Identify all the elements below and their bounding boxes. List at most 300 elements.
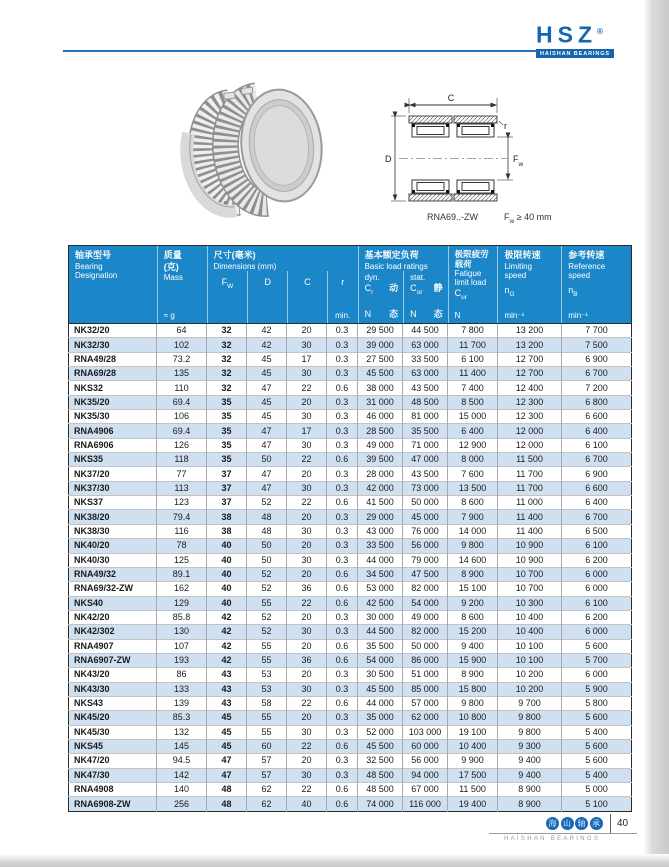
cell-c: 30 — [287, 367, 327, 381]
cell-cor: 57 000 — [403, 696, 448, 710]
cell-mass: 86 — [157, 668, 207, 682]
cell-cr: 27 500 — [358, 352, 403, 366]
cell-nb: 6 700 — [562, 367, 632, 381]
cell-mass: 145 — [157, 739, 207, 753]
cell-cur: 15 900 — [448, 653, 498, 667]
cell-r: 0.6 — [327, 639, 358, 653]
cell-cr: 49 000 — [358, 438, 403, 452]
cell-ng: 13 200 — [498, 338, 562, 352]
cell-c: 20 — [287, 324, 327, 338]
cell-cor: 33 500 — [403, 352, 448, 366]
cell-r: 0.3 — [327, 424, 358, 438]
cell-ng: 10 100 — [498, 653, 562, 667]
cell-c: 22 — [287, 453, 327, 467]
col-header-load-ratings: 基本额定负荷 Basic load ratings dyn. $C_r$ 动 N 态 stat. $C_{or}$ 静 N 态 — [358, 246, 448, 323]
cell-c: 20 — [287, 467, 327, 481]
cell-fw: 38 — [207, 524, 247, 538]
cell-cor: 86 000 — [403, 653, 448, 667]
cell-cr: 45 500 — [358, 739, 403, 753]
cell-c: 22 — [287, 496, 327, 510]
cell-c: 30 — [287, 725, 327, 739]
cell-ng: 12 000 — [498, 438, 562, 452]
cell-ng: 10 200 — [498, 668, 562, 682]
cell-d: 52 — [247, 496, 287, 510]
table-row — [69, 610, 632, 624]
cell-nb: 6 400 — [562, 424, 632, 438]
cell-r: 0.3 — [327, 338, 358, 352]
table-row — [69, 783, 632, 797]
cell-cr: 48 500 — [358, 783, 403, 797]
cell-nb: 6 600 — [562, 481, 632, 495]
cell-mass: 129 — [157, 596, 207, 610]
cell-cr: 28 500 — [358, 424, 403, 438]
table-row — [69, 410, 632, 424]
cell-fw: 37 — [207, 467, 247, 481]
cell-cr: 30 000 — [358, 610, 403, 624]
cell-mass: 69.4 — [157, 424, 207, 438]
cell-cur: 6 100 — [448, 352, 498, 366]
cell-cur: 8 000 — [448, 453, 498, 467]
caption-model: RNA69..-ZW — [427, 212, 479, 222]
section-diagram — [385, 93, 535, 207]
table-row — [69, 754, 632, 768]
cell-cur: 9 200 — [448, 596, 498, 610]
cell-c: 20 — [287, 395, 327, 409]
cell-designation: NK32/30 — [69, 338, 157, 352]
cell-ng: 10 200 — [498, 682, 562, 696]
cell-mass: 139 — [157, 696, 207, 710]
cell-c: 30 — [287, 625, 327, 639]
cell-ng: 10 400 — [498, 610, 562, 624]
cell-d: 50 — [247, 553, 287, 567]
cell-fw: 37 — [207, 496, 247, 510]
footer-logo-char: 海 — [546, 817, 559, 830]
cell-cr: 32 500 — [358, 754, 403, 768]
table-row — [69, 711, 632, 725]
cell-mass: 106 — [157, 410, 207, 424]
cell-c: 20 — [287, 639, 327, 653]
brand-logo — [536, 20, 616, 58]
cell-cur: 8 600 — [448, 496, 498, 510]
cell-cur: 9 400 — [448, 639, 498, 653]
cell-fw: 32 — [207, 381, 247, 395]
cell-cur: 19 100 — [448, 725, 498, 739]
cell-r: 0.3 — [327, 352, 358, 366]
cell-mass: 162 — [157, 582, 207, 596]
cell-fw: 38 — [207, 510, 247, 524]
dim-label-d: D — [385, 154, 392, 164]
cell-designation: NKS32 — [69, 381, 157, 395]
cell-d: 62 — [247, 797, 287, 811]
cell-nb: 6 400 — [562, 496, 632, 510]
cell-designation: NKS35 — [69, 453, 157, 467]
cell-mass: 123 — [157, 496, 207, 510]
cell-r: 0.3 — [327, 754, 358, 768]
cell-r: 0.3 — [327, 610, 358, 624]
cell-nb: 5 400 — [562, 725, 632, 739]
cell-mass: 94.5 — [157, 754, 207, 768]
cell-mass: 113 — [157, 481, 207, 495]
cell-nb: 6 000 — [562, 668, 632, 682]
cell-cor: 48 500 — [403, 395, 448, 409]
figure-caption — [427, 212, 552, 225]
cell-ng: 13 200 — [498, 324, 562, 338]
cell-mass: 78 — [157, 539, 207, 553]
cell-designation: NK35/20 — [69, 395, 157, 409]
cell-cur: 15 200 — [448, 625, 498, 639]
cell-c: 30 — [287, 553, 327, 567]
cell-cr: 48 500 — [358, 768, 403, 782]
table-row — [69, 596, 632, 610]
cell-cur: 17 500 — [448, 768, 498, 782]
dim-label-r: r — [504, 121, 507, 131]
cell-nb: 5 900 — [562, 682, 632, 696]
cell-c: 20 — [287, 711, 327, 725]
cell-r: 0.3 — [327, 553, 358, 567]
cell-c: 20 — [287, 510, 327, 524]
cell-ng: 9 800 — [498, 725, 562, 739]
footer-logo-char: 轴 — [575, 817, 588, 830]
cell-cor: 50 000 — [403, 639, 448, 653]
cell-cr: 30 500 — [358, 668, 403, 682]
cell-fw: 47 — [207, 768, 247, 782]
cell-cr: 38 000 — [358, 381, 403, 395]
col-header-r: r min. — [327, 271, 358, 323]
cell-r: 0.3 — [327, 510, 358, 524]
cell-cor: 85 000 — [403, 682, 448, 696]
cell-nb: 5 600 — [562, 639, 632, 653]
cell-mass: 140 — [157, 783, 207, 797]
cell-c: 20 — [287, 754, 327, 768]
footer-logo — [546, 817, 603, 830]
cell-fw: 42 — [207, 625, 247, 639]
cell-fw: 42 — [207, 653, 247, 667]
cell-d: 47 — [247, 481, 287, 495]
cell-nb: 5 600 — [562, 711, 632, 725]
cell-fw: 43 — [207, 682, 247, 696]
cell-designation: NK37/20 — [69, 467, 157, 481]
cell-cr: 42 500 — [358, 596, 403, 610]
cell-r: 0.3 — [327, 410, 358, 424]
cell-c: 36 — [287, 582, 327, 596]
scan-edge-bottom — [0, 854, 669, 867]
cell-designation: RNA4908 — [69, 783, 157, 797]
cell-cor: 82 000 — [403, 582, 448, 596]
table-header — [69, 246, 631, 323]
cell-nb: 7 500 — [562, 338, 632, 352]
cell-c: 22 — [287, 596, 327, 610]
cell-ng: 10 400 — [498, 625, 562, 639]
table-row — [69, 725, 632, 739]
cell-mass: 118 — [157, 453, 207, 467]
table-row — [69, 424, 632, 438]
cell-designation: RNA4906 — [69, 424, 157, 438]
cell-ng: 12 700 — [498, 367, 562, 381]
cell-cor: 56 000 — [403, 754, 448, 768]
cell-ng: 10 900 — [498, 553, 562, 567]
cell-cur: 8 900 — [448, 567, 498, 581]
cell-ng: 10 100 — [498, 639, 562, 653]
cell-d: 47 — [247, 424, 287, 438]
cell-c: 30 — [287, 481, 327, 495]
table-row — [69, 338, 632, 352]
cell-fw: 40 — [207, 539, 247, 553]
cell-c: 20 — [287, 668, 327, 682]
cell-fw: 43 — [207, 668, 247, 682]
cell-mass: 73.2 — [157, 352, 207, 366]
cell-r: 0.6 — [327, 381, 358, 395]
cell-ng: 10 700 — [498, 567, 562, 581]
cell-ng: 8 900 — [498, 783, 562, 797]
cell-cr: 33 500 — [358, 539, 403, 553]
cell-cr: 43 000 — [358, 524, 403, 538]
cell-d: 48 — [247, 510, 287, 524]
table-row — [69, 768, 632, 782]
cell-cor: 79 000 — [403, 553, 448, 567]
cell-mass: 64 — [157, 324, 207, 338]
col-header-dimensions: 尺寸(毫米) Dimensions (mm) $F_W$ D C r min. — [207, 246, 358, 323]
cell-nb: 7 700 — [562, 324, 632, 338]
cell-cr: 39 500 — [358, 453, 403, 467]
cell-fw: 32 — [207, 338, 247, 352]
table-header-band — [69, 246, 632, 324]
cell-cr: 31 000 — [358, 395, 403, 409]
footer-logo-char: 山 — [561, 817, 574, 830]
cell-c: 30 — [287, 768, 327, 782]
col-header-c: C — [287, 271, 327, 323]
cell-c: 17 — [287, 352, 327, 366]
cell-r: 0.6 — [327, 783, 358, 797]
cell-c: 20 — [287, 567, 327, 581]
cell-d: 52 — [247, 567, 287, 581]
cell-nb: 5 700 — [562, 653, 632, 667]
cell-cor: 103 000 — [403, 725, 448, 739]
cell-designation: RNA6906 — [69, 438, 157, 452]
cell-ng: 12 000 — [498, 424, 562, 438]
cell-cor: 54 000 — [403, 596, 448, 610]
cell-nb: 6 100 — [562, 596, 632, 610]
cell-c: 22 — [287, 739, 327, 753]
cell-fw: 32 — [207, 367, 247, 381]
cell-nb: 6 000 — [562, 625, 632, 639]
cell-mass: 130 — [157, 625, 207, 639]
scan-edge-right — [644, 0, 669, 867]
cell-c: 30 — [287, 438, 327, 452]
bearing-photo — [178, 82, 338, 222]
cell-d: 48 — [247, 524, 287, 538]
cell-cr: 28 000 — [358, 467, 403, 481]
cell-nb: 6 200 — [562, 610, 632, 624]
cell-c: 20 — [287, 539, 327, 553]
cell-fw: 45 — [207, 711, 247, 725]
cell-cr: 46 000 — [358, 410, 403, 424]
cell-cur: 9 800 — [448, 696, 498, 710]
cell-fw: 47 — [207, 754, 247, 768]
cell-cur: 11 700 — [448, 338, 498, 352]
table-body — [69, 324, 632, 812]
cell-nb: 5 600 — [562, 739, 632, 753]
cell-designation: NK38/30 — [69, 524, 157, 538]
cell-cr: 44 000 — [358, 553, 403, 567]
table-row — [69, 324, 632, 338]
cell-r: 0.6 — [327, 596, 358, 610]
cell-r: 0.6 — [327, 496, 358, 510]
cell-d: 45 — [247, 367, 287, 381]
cell-r: 0.6 — [327, 582, 358, 596]
cell-fw: 40 — [207, 553, 247, 567]
cell-mass: 77 — [157, 467, 207, 481]
cell-c: 40 — [287, 797, 327, 811]
cell-designation: NK40/20 — [69, 539, 157, 553]
cell-nb: 6 900 — [562, 352, 632, 366]
cell-r: 0.3 — [327, 324, 358, 338]
cell-nb: 6 200 — [562, 553, 632, 567]
table-row — [69, 510, 632, 524]
cell-d: 57 — [247, 768, 287, 782]
cell-fw: 42 — [207, 610, 247, 624]
cell-designation: NK37/30 — [69, 481, 157, 495]
cell-nb: 6 000 — [562, 582, 632, 596]
cell-r: 0.6 — [327, 696, 358, 710]
cell-r: 0.3 — [327, 682, 358, 696]
cell-cor: 71 000 — [403, 438, 448, 452]
cell-cr: 54 000 — [358, 653, 403, 667]
cell-mass: 107 — [157, 639, 207, 653]
cell-designation: NK47/20 — [69, 754, 157, 768]
col-header-mass: 质量 (克) Mass ≈ g — [157, 246, 207, 323]
cell-ng: 9 400 — [498, 754, 562, 768]
cell-d: 45 — [247, 352, 287, 366]
logo-text: HSZ® — [536, 21, 603, 48]
cell-r: 0.3 — [327, 367, 358, 381]
cell-d: 58 — [247, 696, 287, 710]
cell-d: 50 — [247, 453, 287, 467]
cell-cur: 15 800 — [448, 682, 498, 696]
footer-brand: HAISHAN BEARINGS — [504, 836, 601, 842]
cell-cor: 49 000 — [403, 610, 448, 624]
cell-nb: 6 600 — [562, 410, 632, 424]
cell-designation: NKS45 — [69, 739, 157, 753]
cell-cr: 45 500 — [358, 682, 403, 696]
table-row — [69, 481, 632, 495]
cell-cor: 35 500 — [403, 424, 448, 438]
registered-mark: ® — [597, 27, 603, 36]
cell-r: 0.6 — [327, 453, 358, 467]
table-row — [69, 797, 632, 811]
cell-nb: 5 000 — [562, 783, 632, 797]
cell-fw: 35 — [207, 424, 247, 438]
cell-d: 47 — [247, 381, 287, 395]
cell-ng: 10 900 — [498, 539, 562, 553]
footer-logo-char: 承 — [590, 817, 603, 830]
cell-cor: 60 000 — [403, 739, 448, 753]
cell-designation: NK40/30 — [69, 553, 157, 567]
cell-cur: 13 500 — [448, 481, 498, 495]
cell-designation: NKS37 — [69, 496, 157, 510]
cell-mass: 126 — [157, 438, 207, 452]
cell-cur: 15 000 — [448, 410, 498, 424]
cell-fw: 43 — [207, 696, 247, 710]
cell-designation: RNA6908-ZW — [69, 797, 157, 811]
cell-designation: RNA6907-ZW — [69, 653, 157, 667]
cell-c: 20 — [287, 610, 327, 624]
table-row — [69, 696, 632, 710]
cell-c: 30 — [287, 338, 327, 352]
cell-designation: NK42/302 — [69, 625, 157, 639]
cell-cor: 45 000 — [403, 510, 448, 524]
cell-cr: 42 000 — [358, 481, 403, 495]
cell-cur: 12 900 — [448, 438, 498, 452]
cell-fw: 40 — [207, 596, 247, 610]
cell-ng: 9 800 — [498, 711, 562, 725]
dim-label-fw: $F_w$ — [513, 154, 524, 168]
cell-cor: 50 000 — [403, 496, 448, 510]
table-row — [69, 438, 632, 452]
cell-ng: 11 500 — [498, 453, 562, 467]
dim-label-c: C — [447, 93, 455, 103]
col-header-fw: $F_W$ — [221, 277, 234, 290]
cell-nb: 5 600 — [562, 754, 632, 768]
page-number: 40 — [617, 818, 629, 829]
cell-cor: 82 000 — [403, 625, 448, 639]
cell-nb: 7 200 — [562, 381, 632, 395]
cell-cr: 45 500 — [358, 367, 403, 381]
cell-r: 0.3 — [327, 768, 358, 782]
cell-cor: 94 000 — [403, 768, 448, 782]
cell-nb: 6 900 — [562, 467, 632, 481]
cell-r: 0.3 — [327, 625, 358, 639]
cell-designation: NK47/30 — [69, 768, 157, 782]
cell-fw: 35 — [207, 410, 247, 424]
cell-cr: 41 500 — [358, 496, 403, 510]
cell-d: 55 — [247, 711, 287, 725]
cell-nb: 6 500 — [562, 524, 632, 538]
cell-d: 55 — [247, 653, 287, 667]
table-row — [69, 582, 632, 596]
cell-nb: 5 100 — [562, 797, 632, 811]
cell-designation: NKS40 — [69, 596, 157, 610]
cell-mass: 193 — [157, 653, 207, 667]
cell-cur: 8 500 — [448, 395, 498, 409]
cell-d: 53 — [247, 668, 287, 682]
cell-cur: 11 500 — [448, 783, 498, 797]
cell-c: 30 — [287, 682, 327, 696]
cell-cr: 44 500 — [358, 625, 403, 639]
table-row — [69, 682, 632, 696]
table-row — [69, 367, 632, 381]
cell-ng: 9 300 — [498, 739, 562, 753]
cell-cor: 76 000 — [403, 524, 448, 538]
cell-nb: 6 100 — [562, 539, 632, 553]
cell-cr: 39 000 — [358, 338, 403, 352]
cell-fw: 35 — [207, 395, 247, 409]
cell-cor: 43 500 — [403, 381, 448, 395]
cell-cur: 7 900 — [448, 510, 498, 524]
cell-d: 47 — [247, 467, 287, 481]
cell-r: 0.3 — [327, 711, 358, 725]
cell-mass: 142 — [157, 768, 207, 782]
table-row — [69, 496, 632, 510]
cell-cor: 56 000 — [403, 539, 448, 553]
cell-mass: 133 — [157, 682, 207, 696]
cell-d: 53 — [247, 682, 287, 696]
cell-fw: 48 — [207, 797, 247, 811]
table-row — [69, 352, 632, 366]
cell-fw: 45 — [207, 739, 247, 753]
logo-subtitle: HAISHAN BEARINGS — [536, 49, 614, 58]
table-row — [69, 524, 632, 538]
cell-cur: 11 400 — [448, 367, 498, 381]
